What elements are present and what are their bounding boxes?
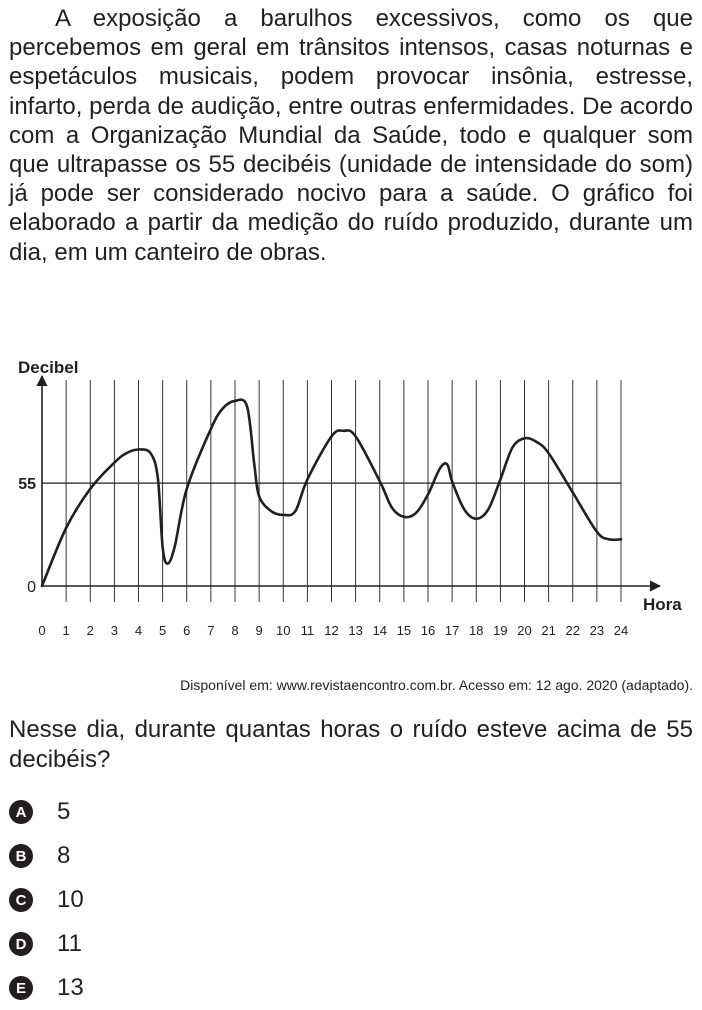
y-tick-label: 55 — [18, 476, 36, 494]
y-axis-label: Decibel — [18, 358, 79, 377]
x-tick-label: 6 — [183, 623, 191, 638]
x-tick-label: 24 — [613, 623, 629, 638]
x-tick-label: 3 — [110, 623, 118, 638]
option-letter-badge: D — [9, 932, 33, 956]
option-value: 5 — [57, 798, 71, 825]
x-tick-label: 9 — [255, 623, 263, 638]
answer-options — [9, 790, 84, 1010]
x-tick-label: 5 — [159, 623, 167, 638]
option-value: 11 — [57, 930, 82, 957]
x-tick-label: 1 — [62, 623, 70, 638]
x-tick-label: 15 — [396, 623, 412, 638]
x-axis-label: Hora — [643, 595, 682, 614]
intro-paragraph — [9, 4, 693, 267]
source-citation: Disponível em: www.revistaencontro.com.br. Acesso em: 12 ago. 2020 (adaptado). — [180, 677, 693, 693]
intro-text: A exposição a barulhos excessivos, como os que percebemos em geral em trânsitos intensos, casas noturnas e espetáculos musicais, podem provocar insônia, estresse, infarto, perda de audição, entre outras enfermidades. De acordo com a Organização Mundial da Saúde, todo e qualquer som que ultrapasse os 55 decibéis (unidade de intensidade do som) já pode ser considerado nocivo para a saúde. O gráfico foi elaborado a partir da medição do ruído produzido, durante um dia, em um canteiro de obras. — [9, 5, 693, 266]
x-tick-label: 22 — [565, 623, 580, 638]
option-value: 8 — [57, 842, 71, 869]
option-d[interactable] — [9, 922, 84, 966]
option-letter-badge: A — [9, 800, 33, 824]
option-e[interactable] — [9, 966, 84, 1010]
option-letter-badge: C — [9, 888, 33, 912]
x-tick-label: 10 — [276, 623, 291, 638]
x-tick-label: 13 — [348, 623, 363, 638]
x-tick-label: 7 — [207, 623, 215, 638]
option-value: 10 — [57, 886, 84, 913]
x-tick-label: 12 — [324, 623, 339, 638]
x-tick-label: 2 — [86, 623, 94, 638]
x-tick-label: 8 — [231, 623, 239, 638]
x-tick-label: 11 — [300, 623, 315, 638]
x-tick-label: 14 — [372, 623, 387, 638]
x-tick-label: 20 — [517, 623, 532, 638]
decibel-line-chart — [0, 350, 702, 640]
option-a[interactable] — [9, 790, 84, 834]
option-letter-badge: B — [9, 844, 33, 868]
x-tick-label: 23 — [589, 623, 605, 638]
question-text: Nesse dia, durante quantas horas o ruído esteve acima de 55 decibéis? — [9, 716, 693, 773]
y-tick-label: 0 — [27, 579, 36, 596]
x-tick-label: 19 — [493, 623, 508, 638]
option-value: 13 — [57, 974, 84, 1001]
option-c[interactable] — [9, 878, 84, 922]
x-tick-label: 18 — [469, 623, 484, 638]
x-tick-label: 16 — [420, 623, 436, 638]
x-tick-label: 17 — [444, 623, 460, 638]
x-tick-label: 0 — [38, 623, 46, 638]
x-tick-label: 4 — [134, 623, 143, 638]
x-tick-label: 21 — [541, 623, 556, 638]
option-b[interactable] — [9, 834, 84, 878]
option-letter-badge: E — [9, 976, 33, 1000]
